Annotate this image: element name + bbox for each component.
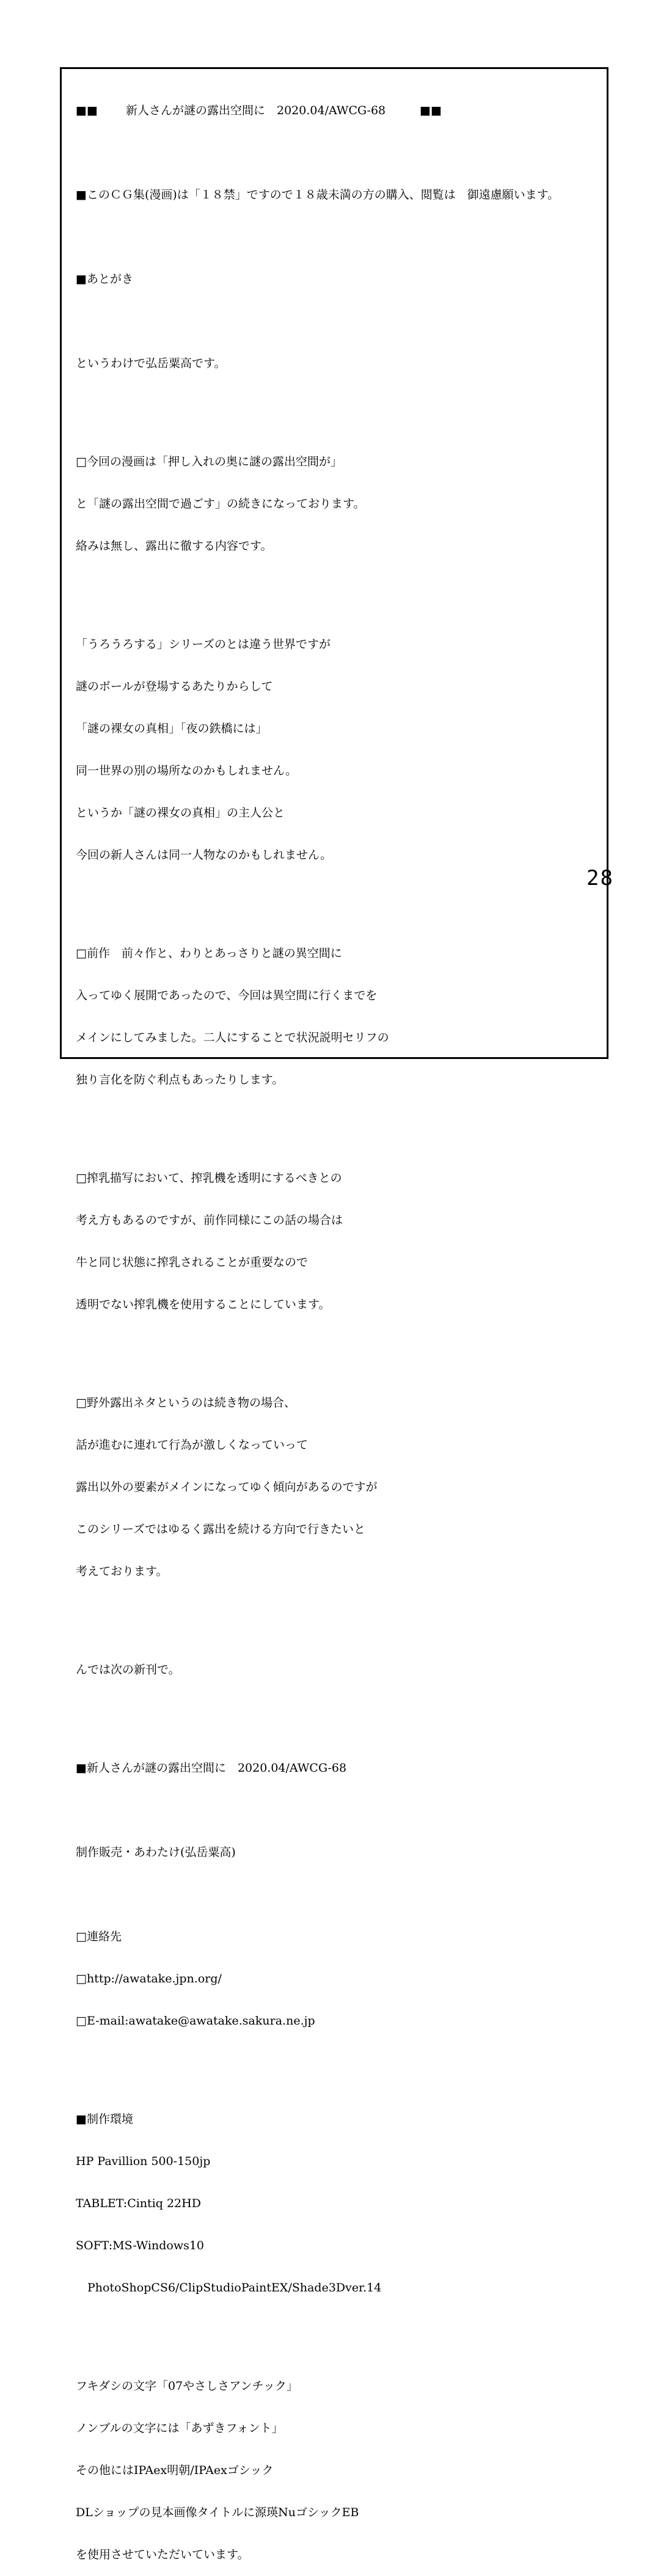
paragraph-line: 謎のボールが登場するあたりからして bbox=[76, 680, 273, 693]
paragraph-line: 今回の新人さんは同一人物なのかもしれません。 bbox=[76, 848, 332, 862]
contact-email: □E-mail:awatake@awatake.sakura.ne.jp bbox=[76, 2014, 315, 2028]
environment-line: HP Pavillion 500-150jp bbox=[76, 2155, 211, 2168]
paragraph-line: 入ってゆく展開であったので、今回は異空間に行くまでを bbox=[76, 989, 378, 1002]
paragraph-line: 透明でない搾乳機を使用することにしています。 bbox=[76, 1298, 331, 1311]
header-line bbox=[76, 104, 595, 118]
fonts-note-line: を使用させていただいています。 bbox=[76, 2548, 249, 2561]
paragraph-line: 同一世界の別の場所なのかもしれません。 bbox=[76, 764, 298, 777]
paragraph-line: 考え方もあるのですが、前作同様にこの話の場合は bbox=[76, 1213, 343, 1227]
contact-heading: □連絡先 bbox=[76, 1930, 122, 1943]
paragraph-line: □前作 前々作と、わりとあっさりと謎の異空間に bbox=[76, 947, 342, 960]
paragraph-line: 牛と同じ状態に搾乳されることが重要なので bbox=[76, 1256, 309, 1269]
afterword-text bbox=[76, 76, 595, 2576]
paragraph-line: んでは次の新刊で。 bbox=[76, 1663, 180, 1676]
paragraph-line: □今回の漫画は「押し入れの奥に謎の露出空間が」 bbox=[76, 455, 342, 468]
environment-line: TABLET:Cintiq 22HD bbox=[76, 2197, 201, 2210]
page-number: 28 bbox=[586, 866, 614, 890]
paragraph-line: □搾乳描写において、搾乳機を透明にするべきとの bbox=[76, 1171, 342, 1185]
environment-line: PhotoShopCS6/ClipStudioPaintEX/Shade3Dver.14 bbox=[76, 2281, 382, 2294]
colophon-title: ■新人さんが謎の露出空間に 2020.04/AWCG-68 bbox=[76, 1761, 347, 1775]
afterword-heading: ■あとがき bbox=[76, 272, 133, 286]
environment-line: SOFT:MS-Windows10 bbox=[76, 2239, 205, 2252]
age-notice: ■このＣＧ集(漫画)は「１８禁」ですので１８歳未満の方の購入、閲覧は 御遠慮願います。 bbox=[76, 188, 560, 202]
environment-heading: ■制作環境 bbox=[76, 2112, 133, 2126]
header-marks-right: ■■ bbox=[420, 104, 442, 117]
paragraph-line: メインにしてみました。二人にすることで状況説明セリフの bbox=[76, 1031, 389, 1044]
paragraph-line: 「うろうろする」シリーズのとは違う世界ですが bbox=[76, 638, 331, 651]
fonts-note-line: その他にはIPAex明朝/IPAexゴシック bbox=[76, 2464, 274, 2477]
contact-url: □http://awatake.jpn.org/ bbox=[76, 1972, 222, 1985]
paragraph-line: 露出以外の要素がメインになってゆく傾向があるのですが bbox=[76, 1480, 378, 1494]
paragraph-line: 「謎の裸女の真相」「夜の鉄橋には」 bbox=[76, 722, 268, 735]
fonts-note-line: フキダシの文字「07やさしさアンチック」 bbox=[76, 2379, 298, 2393]
header-marks-left: ■■ bbox=[76, 104, 98, 117]
paragraph-line: と「謎の露出空間で過ごす」の続きになっております。 bbox=[76, 497, 365, 511]
paragraph-line: □野外露出ネタというのは続き物の場合、 bbox=[76, 1396, 296, 1410]
header-title: 新人さんが謎の露出空間に 2020.04/AWCG-68 bbox=[126, 104, 386, 117]
paragraph-line: このシリーズではゆるく露出を続ける方向で行きたいと bbox=[76, 1523, 366, 1536]
paragraph-line: 話が進むに連れて行為が激しくなっていって bbox=[76, 1438, 309, 1452]
fonts-note-line: ノンブルの文字には「あずきフォント」 bbox=[76, 2421, 283, 2435]
paragraph-line: 絡みは無し、露出に徹する内容です。 bbox=[76, 539, 272, 553]
intro-line: というわけで弘岳粟高です。 bbox=[76, 357, 226, 370]
fonts-note-line: DLショップの見本画像タイトルに源瑛NuゴシックEB bbox=[76, 2506, 359, 2519]
paragraph-line: 考えております。 bbox=[76, 1565, 168, 1578]
paragraph-line: 独り言化を防ぐ利点もあったりします。 bbox=[76, 1073, 284, 1086]
publisher-line: 制作販売・あわたけ(弘岳粟高) bbox=[76, 1846, 236, 1859]
paragraph-line: というか「謎の裸女の真相」の主人公と bbox=[76, 806, 285, 820]
